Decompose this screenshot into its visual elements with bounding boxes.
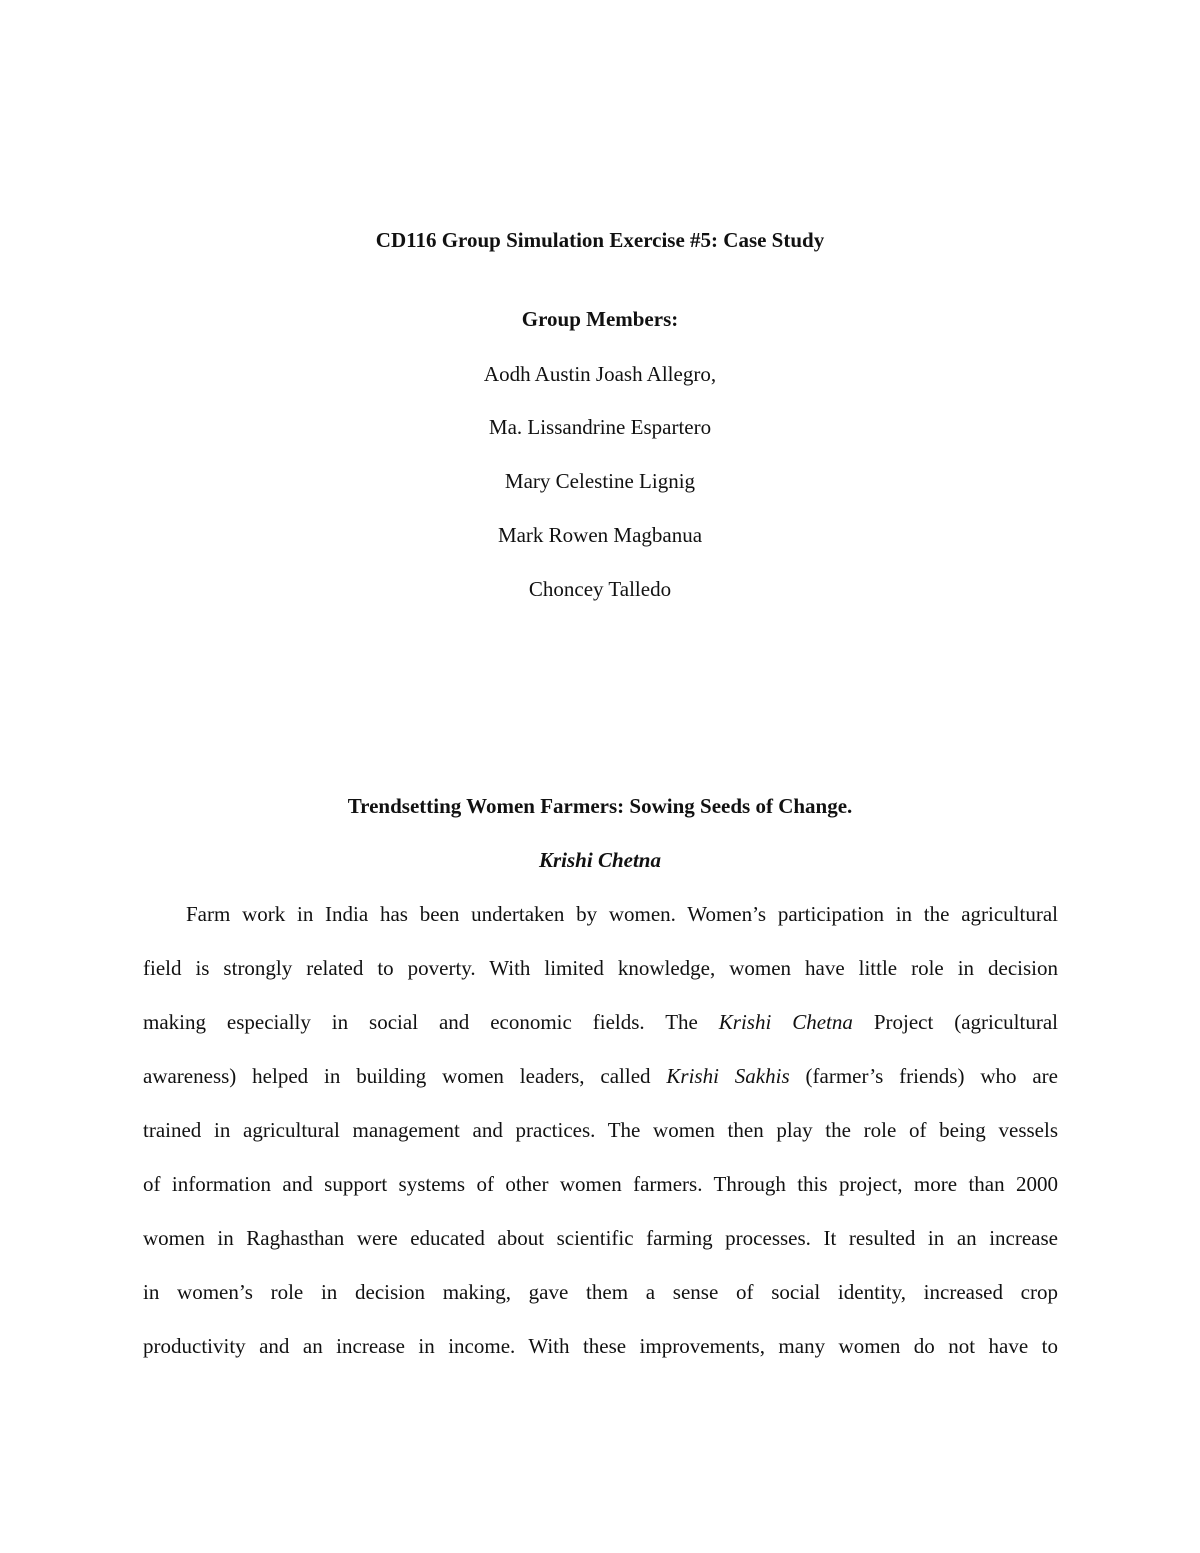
paragraph-line [143,1171,1058,1197]
paragraph-line [186,901,1058,927]
paragraph-line [143,1333,1058,1359]
paragraph-text: trained in agricultural management and practices. The women then play the role of being vessels [143,1118,1058,1142]
paragraph-text: awareness) helped in building women leaders, called [143,1064,667,1088]
member-name: Mark Rowen Magbanua [497,523,703,547]
section-title: Trendsetting Women Farmers: Sowing Seeds of Change. [347,794,853,818]
paragraph-text: Project (agricultural [852,1010,1058,1034]
paragraph-line [143,1117,1058,1143]
paragraph-line [143,1063,1058,1089]
paragraph-text: in women’s role in decision making, gave them a sense of social identity, increased crop [143,1280,1058,1304]
paragraph-text: of information and support systems of other women farmers. Through this project, more than 2000 [143,1172,1058,1196]
paragraph-text: productivity and an increase in income. With these improvements, many women do not have to [143,1334,1058,1358]
paragraph-text: Farm work in India has been undertaken by women. Women’s participation in the agricultural [186,902,1058,926]
members-heading: Group Members: [521,307,679,331]
paragraph-italic-term: Krishi Chetna [718,1010,853,1034]
paragraph-line [143,1225,1058,1251]
member-name: Choncey Talledo [528,577,672,601]
member-name: Mary Celestine Lignig [504,469,696,493]
paragraph-text: making especially in social and economic fields. The [143,1010,719,1034]
paragraph-italic-term: Krishi Sakhis [666,1064,790,1088]
section-subtitle: Krishi Chetna [539,848,661,872]
paragraph-line [143,1009,1058,1035]
member-name: Aodh Austin Joash Allegro, [483,362,717,386]
paragraph-line [143,955,1058,981]
paragraph-line [143,1279,1058,1305]
paragraph-text: field is strongly related to poverty. With limited knowledge, women have little role in decision [143,956,1058,980]
document-title: CD116 Group Simulation Exercise #5: Case Study [375,228,825,252]
member-name: Ma. Lissandrine Espartero [488,415,712,439]
paragraph-text: women in Raghasthan were educated about scientific farming processes. It resulted in an increase [143,1226,1058,1250]
paragraph-text: (farmer’s friends) who are [789,1064,1058,1088]
